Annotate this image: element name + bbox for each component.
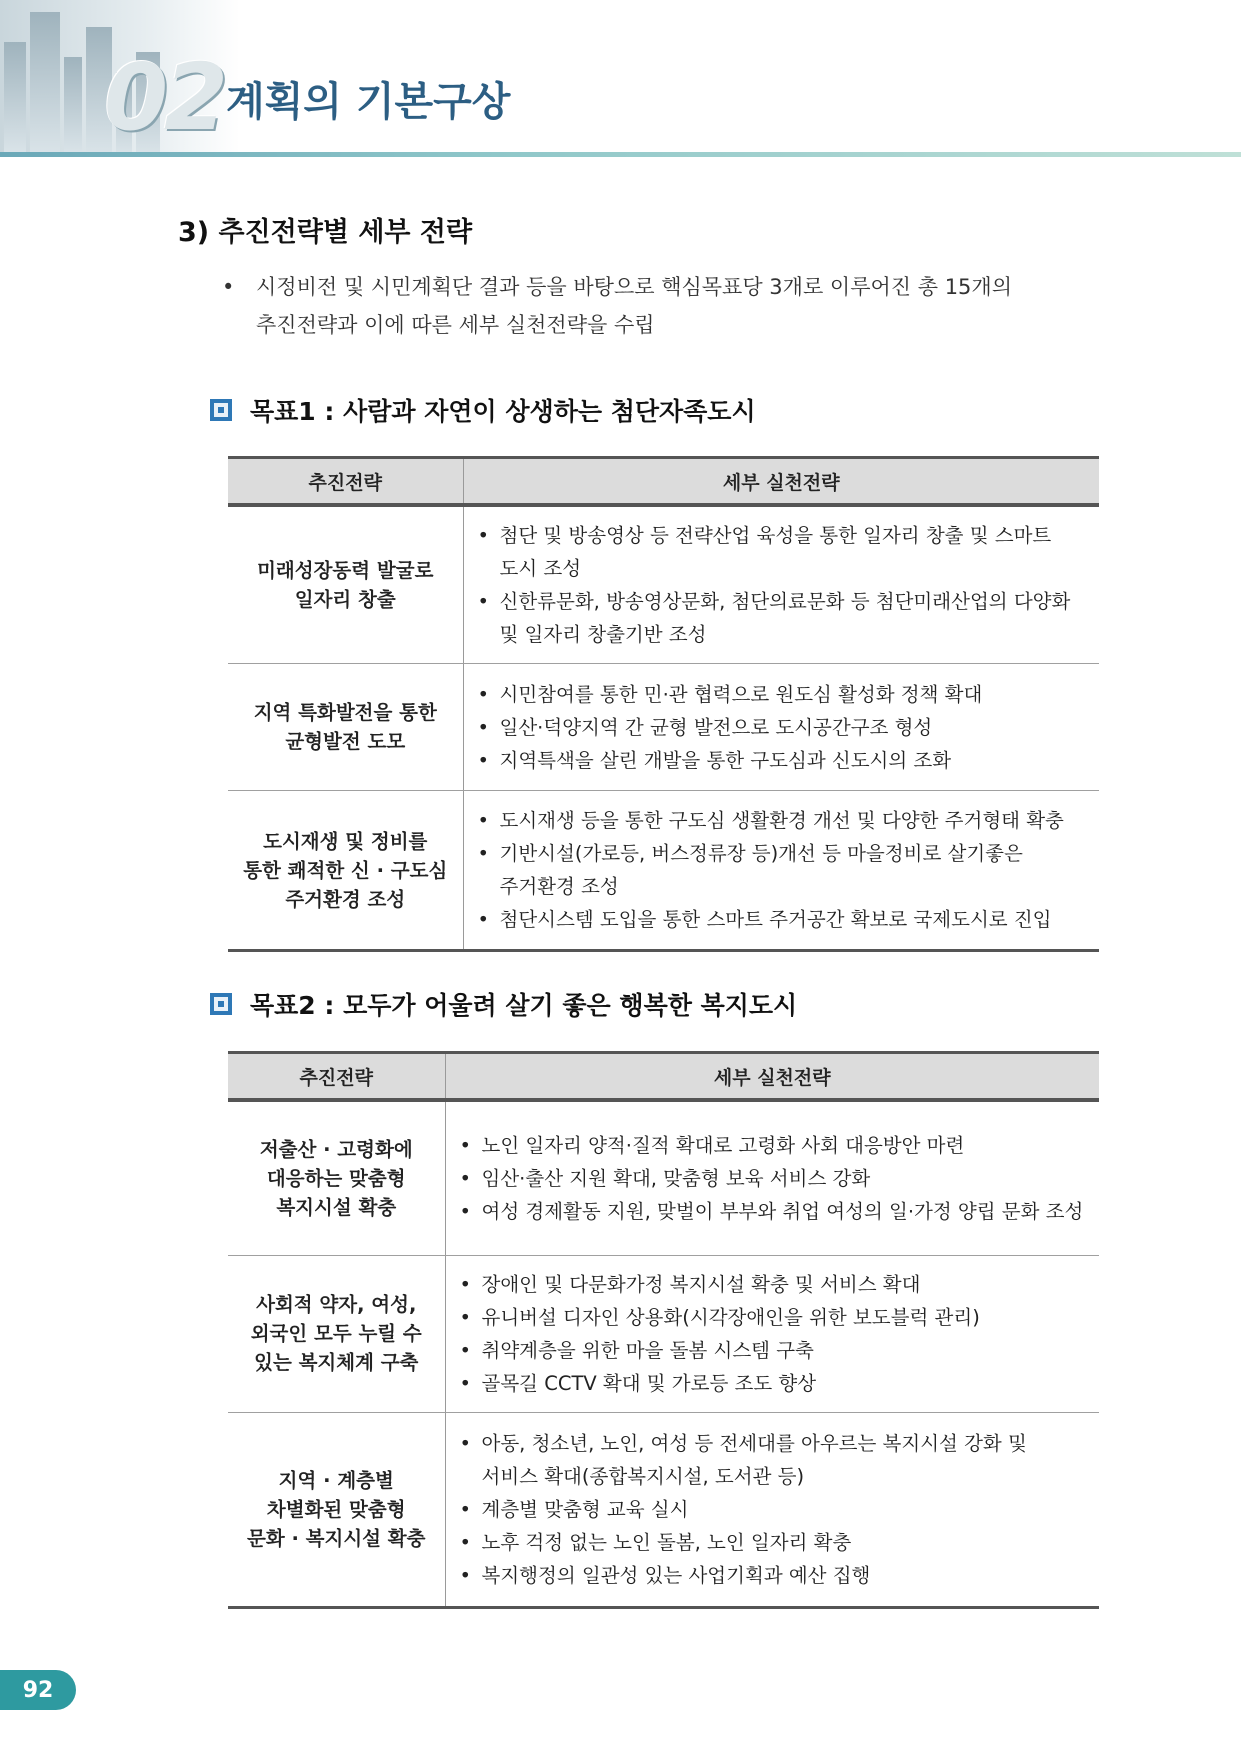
detail-line: 서비스 확대(종합복지시설, 도서관 등) (481, 1464, 805, 1488)
detail-cell (463, 791, 1099, 951)
square-bullet-icon (210, 993, 232, 1015)
intro-paragraph (222, 268, 1102, 344)
detail-cell (463, 505, 1099, 664)
detail-line: 주거환경 조성 (499, 875, 619, 898)
goal-1-title: 목표1 : 사람과 자연이 상생하는 첨단자족도시 (250, 397, 756, 426)
detail-item (476, 585, 1086, 651)
detail-line: 도시 조성 (499, 557, 582, 580)
detail-item (476, 837, 1086, 903)
strategy-line: 지역 특화발전을 통한 (253, 701, 437, 724)
detail-item: • 도시재생 등을 통한 구도심 생활환경 개선 및 다양한 주거형태 확충 (476, 804, 1086, 837)
detail-item (476, 519, 1086, 585)
chapter-number: 02 (104, 44, 225, 151)
detail-item: • 복지행정의 일관성 있는 사업기획과 예산 집행 (458, 1559, 1086, 1592)
detail-item: • 골목길 CCTV 확대 및 가로등 조도 향상 (458, 1367, 1086, 1400)
strategy-cell (228, 791, 463, 951)
strategy-line: 차별화된 맞춤형 (266, 1497, 406, 1521)
strategy-line: 균형발전 도모 (285, 730, 406, 753)
table-header-row (228, 458, 1099, 506)
detail-cell (463, 664, 1099, 791)
table-row (228, 791, 1099, 951)
col-header-strategy: 추진전략 (228, 1053, 445, 1101)
table-row (228, 1412, 1099, 1607)
strategy-line: 저출산 · 고령화에 (259, 1137, 413, 1161)
detail-line: • 기반시설(가로등, 버스정류장 등)개선 등 마을정비로 살기좋은 (499, 842, 1023, 865)
detail-item (458, 1427, 1086, 1493)
table-header-row (228, 1053, 1099, 1101)
chapter-title: 계획의 기본구상 (226, 79, 511, 125)
strategy-line: 문화 · 복지시설 확충 (247, 1526, 426, 1550)
detail-line: • 아동, 청소년, 노인, 여성 등 전세대를 아우르는 복지시설 강화 및 (481, 1431, 1027, 1455)
detail-cell (445, 1255, 1099, 1412)
section-title: 3) 추진전략별 세부 전략 (178, 217, 473, 248)
detail-item: • 시민참여를 통한 민·관 협력으로 원도심 활성화 정책 확대 (476, 678, 1086, 711)
detail-line: • 신한류문화, 방송영상문화, 첨단의료문화 등 첨단미래산업의 다양화 (499, 590, 1071, 613)
strategy-line: 미래성장동력 발굴로 (257, 559, 434, 582)
strategy-cell (228, 664, 463, 791)
goal-2-table (228, 1051, 1099, 1609)
detail-cell (445, 1412, 1099, 1607)
bullet-icon: • (222, 275, 235, 299)
goal-1-table (228, 456, 1099, 952)
goal-2-title: 목표2 : 모두가 어울려 살기 좋은 행복한 복지도시 (250, 991, 798, 1020)
detail-item: • 여성 경제활동 지원, 맞벌이 부부와 취업 여성의 일·가정 양립 문화 조성 (458, 1195, 1086, 1228)
detail-item: • 장애인 및 다문화가정 복지시설 확충 및 서비스 확대 (458, 1268, 1086, 1301)
strategy-cell (228, 505, 463, 664)
strategy-line: 도시재생 및 정비를 (263, 829, 428, 853)
strategy-line: 외국인 모두 누릴 수 (250, 1322, 422, 1345)
goal-2-heading (210, 986, 797, 1022)
detail-item: • 노후 걱정 없는 노인 돌봄, 노인 일자리 확충 (458, 1526, 1086, 1559)
detail-line: 및 일자리 창출기반 조성 (499, 623, 707, 646)
detail-item: • 일산·덕양지역 간 균형 발전으로 도시공간구조 형성 (476, 711, 1086, 744)
strategy-line: 있는 복지체계 구축 (254, 1351, 419, 1374)
intro-line: 시정비전 및 시민계획단 결과 등을 바탕으로 핵심목표당 3개로 이루어진 총 15개의 (256, 275, 1012, 299)
table-row (228, 1100, 1099, 1255)
square-bullet-icon (210, 399, 232, 421)
table-row (228, 664, 1099, 791)
detail-item: • 노인 일자리 양적·질적 확대로 고령화 사회 대응방안 마련 (458, 1129, 1086, 1162)
detail-item: • 취약계층을 위한 마을 돌봄 시스템 구축 (458, 1334, 1086, 1367)
header-rule (0, 152, 1241, 157)
strategy-line: 사회적 약자, 여성, (256, 1293, 417, 1316)
table-row (228, 1255, 1099, 1412)
strategy-line: 복지시설 확충 (276, 1195, 397, 1219)
detail-item: • 지역특색을 살린 개발을 통한 구도심과 신도시의 조화 (476, 744, 1086, 777)
col-header-detail: 세부 실천전략 (445, 1053, 1099, 1101)
strategy-line: 대응하는 맞춤형 (266, 1166, 406, 1190)
col-header-strategy: 추진전략 (228, 458, 463, 506)
page-number: 92 (22, 1677, 54, 1703)
strategy-line: 일자리 창출 (294, 588, 396, 611)
table-row (228, 505, 1099, 664)
strategy-cell (228, 1412, 445, 1607)
detail-item: • 유니버설 디자인 상용화(시각장애인을 위한 보도블럭 관리) (458, 1301, 1086, 1334)
detail-item: • 계층별 맞춤형 교육 실시 (458, 1493, 1086, 1526)
strategy-line: 지역 · 계층별 (278, 1468, 394, 1492)
chapter-banner (0, 0, 1241, 160)
goal-1-heading (210, 392, 756, 428)
detail-item: • 첨단시스템 도입을 통한 스마트 주거공간 확보로 국제도시로 진입 (476, 903, 1086, 936)
detail-line: • 첨단 및 방송영상 등 전략산업 육성을 통한 일자리 창출 및 스마트 (499, 524, 1052, 547)
strategy-cell (228, 1100, 445, 1255)
detail-item: • 임산·출산 지원 확대, 맞춤형 보육 서비스 강화 (458, 1162, 1086, 1195)
page-number-badge (0, 1670, 76, 1710)
detail-cell (445, 1100, 1099, 1255)
col-header-detail: 세부 실천전략 (463, 458, 1099, 506)
strategy-cell (228, 1255, 445, 1412)
intro-line: 추진전략과 이에 따른 세부 실천전략을 수립 (256, 313, 655, 337)
strategy-line: 통한 쾌적한 신 · 구도심 (243, 858, 448, 882)
strategy-line: 주거환경 조성 (285, 887, 406, 911)
